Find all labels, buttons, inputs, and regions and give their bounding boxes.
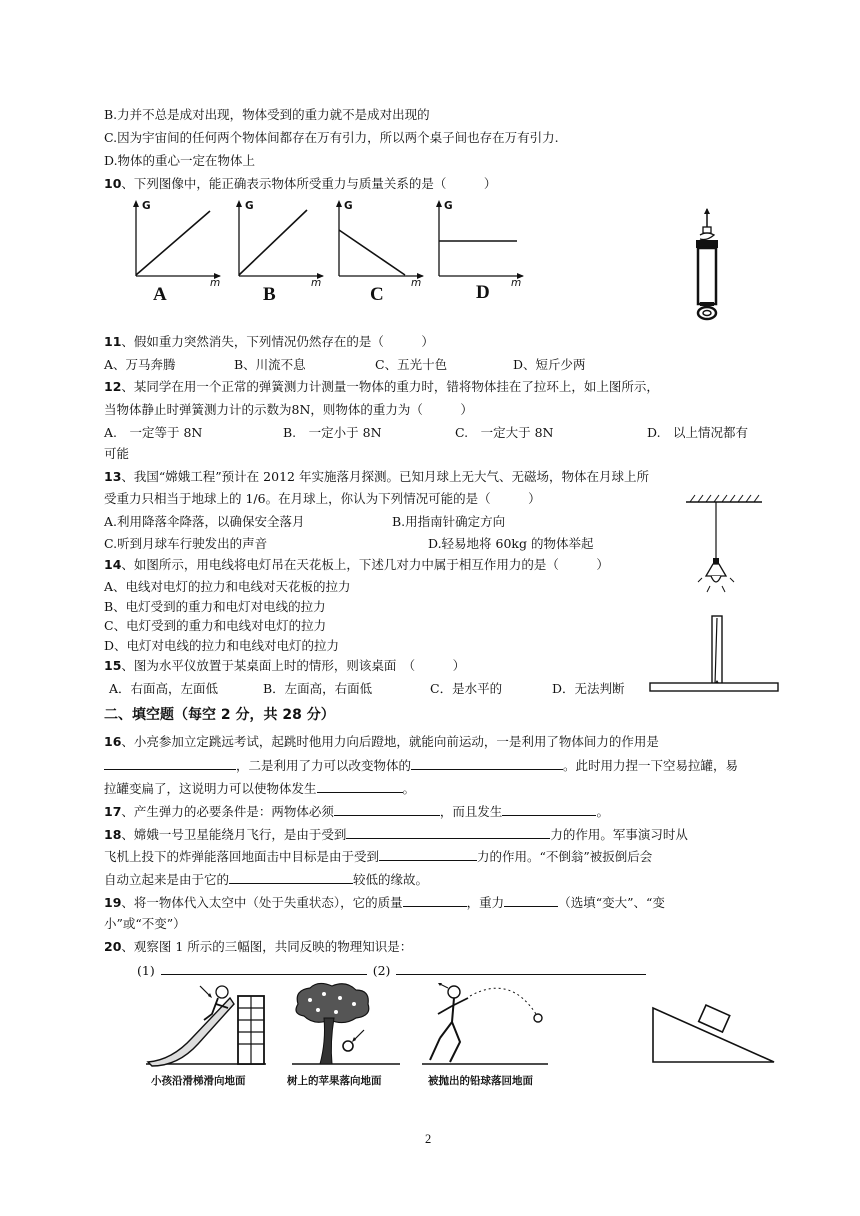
- question-12: [104, 378, 659, 396]
- question-text: 拉罐变扁了，这说明力可以使物体发生: [104, 781, 317, 796]
- caption-slide: 小孩沿滑梯滑向地面: [151, 1075, 246, 1087]
- option-d: D．无法判断: [552, 681, 625, 696]
- axis-g-label-c: G: [344, 200, 353, 212]
- answer-blank[interactable]: [229, 870, 353, 884]
- graph-line-a: [136, 211, 210, 275]
- option-a: A. 一定等于 8N: [104, 425, 203, 440]
- graph-a: [128, 198, 223, 303]
- option-d-continued: 可能: [104, 446, 130, 461]
- question-number: 19: [104, 895, 122, 910]
- axis-m-label-c: m: [411, 277, 422, 289]
- question-text: 、图为水平仪放置于某桌面上时的情形，则该桌面 （ ）: [121, 658, 466, 673]
- axis-g-label-b: G: [245, 200, 254, 212]
- option-c: C、电灯受到的重力和电线对电灯的拉力: [104, 618, 327, 633]
- question-18: [104, 825, 688, 844]
- question-text: ，重力: [466, 895, 505, 910]
- question-number: 18: [104, 827, 122, 842]
- option-b: B、电灯受到的重力和电灯对电线的拉力: [104, 599, 326, 614]
- option-d: D、短斤少两: [513, 357, 586, 372]
- answer-blank[interactable]: [403, 893, 467, 907]
- option-d: D.轻易地将 60kg 的物体举起: [428, 536, 594, 551]
- level-on-table-figure: [648, 610, 780, 696]
- option-d-line: D.物体的重心一定在物体上: [104, 153, 256, 168]
- question-text: 、假如重力突然消失，下列情况仍然存在的是（ ）: [121, 334, 434, 349]
- answer-blank[interactable]: [504, 893, 558, 907]
- child-on-slide-figure: [142, 982, 270, 1070]
- answer-blank[interactable]: [396, 961, 646, 975]
- option-b: B、川流不息: [234, 357, 306, 372]
- option-d: D、电灯对电线的拉力和电线对电灯的拉力: [104, 638, 340, 653]
- question-number: 10: [104, 176, 122, 191]
- shot-put-figure: [420, 978, 550, 1070]
- question-text: 力的作用。“不倒翁”被扳倒后会: [477, 849, 653, 864]
- question-text: 较低的缘故。: [353, 872, 429, 887]
- option-c: C. 一定大于 8N: [455, 425, 554, 440]
- option-c: C.听到月球车行驶发出的声音: [104, 536, 268, 551]
- option-b-line: B.力并不总是成对出现，物体受到的重力就不是成对出现的: [104, 107, 430, 122]
- question-17: [104, 802, 609, 821]
- answer-blank[interactable]: [346, 825, 550, 839]
- question-number: 16: [104, 734, 122, 749]
- option-b: B. 一定小于 8N: [283, 425, 382, 440]
- question-text: 、嫦娥一号卫星能绕月飞行，是由于受到: [121, 827, 347, 842]
- graph-label-a: A: [153, 284, 167, 305]
- graph-label-c: C: [370, 284, 384, 305]
- question-20-blanks: [137, 961, 646, 980]
- question-text: 。: [402, 781, 416, 796]
- question-text: 、某同学在用一个正常的弹簧测力计测量一物体的重力时，错将物体挂在了拉环上，如上图所示，: [121, 379, 659, 394]
- graph-line-b: [239, 210, 307, 275]
- option-c-line: C.因为宇宙间的任何两个物体间都存在万有引力，所以两个桌子间也存在万有引力.: [104, 130, 559, 145]
- question-text: 力的作用。军事演习时从: [550, 827, 688, 842]
- question-14: [104, 556, 609, 574]
- axis-m-label-a: m: [210, 277, 221, 289]
- question-text: ，二是利用了力可以改变物体的: [236, 758, 412, 773]
- question-text: 飞机上投下的炸弹能落回地面击中目标是由于受到: [104, 849, 380, 864]
- blank-number: (2): [372, 963, 391, 978]
- graph-label-d: D: [476, 282, 490, 303]
- question-text: 、产生弹力的必要条件是：两物体必须: [121, 804, 334, 819]
- graph-line-c: [339, 230, 405, 275]
- option-b: B.用指南针确定方向: [392, 514, 506, 529]
- question-number: 20: [104, 939, 122, 954]
- page-number: 2: [425, 1132, 432, 1146]
- section-heading: 二、填空题（每空 2 分，共 28 分）: [104, 707, 335, 723]
- question-19: [104, 893, 665, 912]
- question-text: （选填“变大”、“变: [558, 895, 665, 910]
- answer-blank[interactable]: [379, 847, 477, 861]
- question-13-line2: 受重力只相当于地球上的 1/6。在月球上，你认为下列情况可能的是（ ）: [104, 491, 541, 506]
- question-number: 17: [104, 804, 122, 819]
- answer-blank[interactable]: [502, 802, 596, 816]
- spring-scale-figure: [690, 207, 730, 325]
- hanging-lamp-figure: [684, 492, 764, 602]
- question-16-line3: [104, 779, 415, 798]
- question-text: 、我国“嫦娥工程”预计在 2012 年实施落月探测。已知月球上无大气、无磁场，物体在月球上所: [121, 469, 649, 484]
- answer-blank[interactable]: [104, 756, 236, 770]
- question-text: 。: [596, 804, 609, 819]
- question-16-line2: [104, 756, 738, 775]
- graph-label-b: B: [263, 284, 276, 305]
- question-11: [104, 333, 434, 351]
- answer-blank[interactable]: [334, 802, 440, 816]
- answer-blank[interactable]: [161, 961, 367, 975]
- option-a: A、电线对电灯的拉力和电线对天花板的拉力: [104, 579, 351, 594]
- option-c: C．是水平的: [430, 681, 503, 696]
- option-a: A.利用降落伞降落，以确保安全落月: [104, 514, 305, 529]
- question-20: [104, 938, 412, 956]
- question-text: 、将一物体代入太空中（处于失重状态），它的质量: [121, 895, 403, 910]
- question-13: [104, 468, 649, 486]
- question-18-line3: [104, 870, 428, 889]
- axis-g-label-d: G: [444, 200, 453, 212]
- question-text: 、观察图 1 所示的三幅图，共同反映的物理知识是：: [121, 939, 413, 954]
- question-19-line2: 小”或“不变”）: [104, 916, 186, 931]
- inclined-plane-figure: [650, 1004, 780, 1066]
- blank-number: (1): [137, 963, 155, 978]
- axis-m-label-b: m: [311, 277, 322, 289]
- answer-blank[interactable]: [411, 756, 563, 770]
- question-text: 自动立起来是由于它的: [104, 872, 230, 887]
- question-15: [104, 657, 465, 675]
- question-text: ，而且发生: [439, 804, 503, 819]
- question-16: [104, 733, 659, 751]
- question-number: 14: [104, 557, 122, 572]
- option-a: A．右面高，左面低: [109, 681, 219, 696]
- question-12-line2: 当物体静止时弹簧测力计的示数为8N，则物体的重力为（ ）: [104, 402, 473, 417]
- answer-blank[interactable]: [317, 779, 403, 793]
- question-text: 。此时用力捏一下空易拉罐，易: [563, 758, 739, 773]
- question-number: 13: [104, 469, 122, 484]
- caption-apple: 树上的苹果落向地面: [287, 1075, 382, 1087]
- question-number: 12: [104, 379, 122, 394]
- question-number: 15: [104, 658, 122, 673]
- caption-shot-put: 被抛出的铅球落回地面: [428, 1075, 533, 1087]
- question-number: 11: [104, 334, 122, 349]
- axis-g-label-a: G: [142, 200, 151, 212]
- question-18-line2: [104, 847, 652, 866]
- apple-tree-figure: [290, 982, 402, 1070]
- question-text: 、如图所示，用电线将电灯吊在天花板上，下述几对力中属于相互作用力的是（ ）: [121, 557, 609, 572]
- question-text: 、小亮参加立定跳远考试，起跳时他用力向后蹬地，就能向前运动，一是利用了物体间力的作用是: [121, 734, 659, 749]
- axis-m-label-d: m: [511, 277, 522, 289]
- option-a: A、万马奔腾: [104, 357, 176, 372]
- option-c: C、五光十色: [375, 357, 448, 372]
- question-text: 、下列图像中，能正确表示物体所受重力与质量关系的是（ ）: [121, 176, 497, 191]
- option-b: B．左面高，右面低: [263, 681, 373, 696]
- option-d: D. 以上情况都有: [647, 425, 749, 440]
- question-10: [104, 175, 496, 193]
